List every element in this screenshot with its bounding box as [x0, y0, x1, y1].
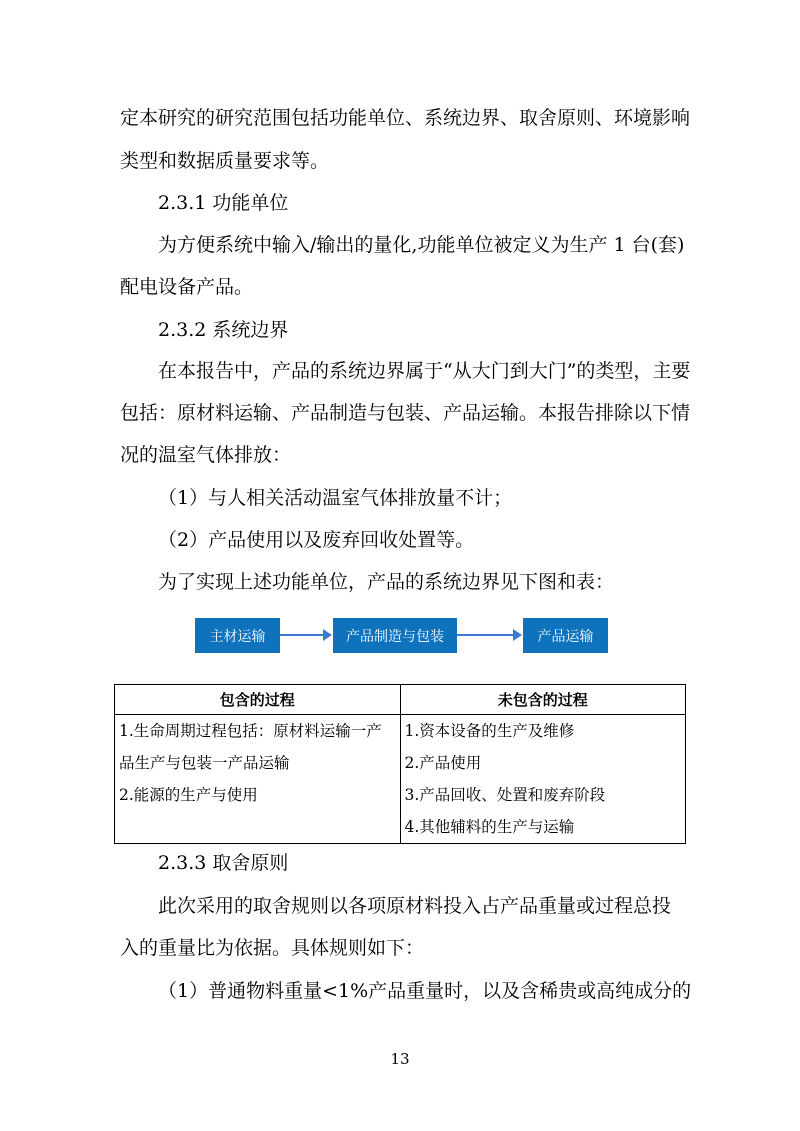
section-heading-2-3-2: 2.3.2 系统边界 [158, 319, 289, 341]
paragraph-line: 况的温室气体排放： [120, 444, 292, 466]
table-cell-line: 4.其他辅料的生产与运输 [404, 818, 575, 836]
included-processes-cell [115, 715, 401, 844]
list-item: （1）普通物料重量<1%产品重量时，以及含稀贵或高纯成分的 [158, 980, 692, 1002]
paragraph-line: 定本研究的研究范围包括功能单位、系统边界、取舍原则、环境影响 [120, 107, 691, 129]
paragraph-line: 包括：原材料运输、产品制造与包装、产品运输。本报告排除以下情 [120, 402, 691, 424]
table-cell-line: 2.能源的生产与使用 [119, 786, 258, 804]
section-heading-2-3-1: 2.3.1 功能单位 [158, 192, 289, 214]
paragraph-line: 为了实现上述功能单位，产品的系统边界见下图和表： [158, 571, 615, 593]
table-cell-line: 3.产品回收、处置和废弃阶段 [404, 786, 606, 804]
table-cell-line: 1.资本设备的生产及维修 [404, 722, 575, 740]
flow-step-manufacturing-packaging: 产品制造与包装 [333, 618, 457, 653]
table-header-included: 包含的过程 [115, 685, 401, 715]
process-boundary-table [114, 684, 686, 844]
table-header-excluded: 未包含的过程 [400, 685, 686, 715]
paragraph-line: 类型和数据质量要求等。 [120, 150, 330, 172]
table-cell-line: 1.生命周期过程包括：原材料运输一产 [119, 722, 382, 740]
paragraph-line: 此次采用的取舍规则以各项原材料投入占产品重量或过程总投 [158, 895, 672, 917]
list-item: （2）产品使用以及废弃回收处置等。 [158, 529, 475, 551]
paragraph-line: 配电设备产品。 [120, 276, 254, 298]
section-heading-2-3-3: 2.3.3 取舍原则 [158, 852, 289, 874]
paragraph-line: 在本报告中，产品的系统边界属于“从大门到大门”的类型，主要 [158, 360, 691, 382]
table-cell-line: 2.产品使用 [404, 754, 482, 772]
table-cell-line: 品生产与包装一产品运输 [119, 754, 290, 772]
flow-arrow [457, 634, 520, 636]
flow-step-raw-material-transport: 主材运输 [195, 618, 280, 653]
flow-arrow [280, 634, 330, 636]
paragraph-line: 入的重量比为依据。具体规则如下： [120, 937, 425, 959]
excluded-processes-cell [400, 715, 686, 844]
paragraph-line: 为方便系统中输入/输出的量化,功能单位被定义为生产 1 台(套) [158, 234, 685, 256]
flow-step-product-transport: 产品运输 [523, 618, 608, 653]
page-number: 13 [390, 1050, 410, 1068]
list-item: （1）与人相关活动温室气体排放量不计； [158, 487, 513, 509]
